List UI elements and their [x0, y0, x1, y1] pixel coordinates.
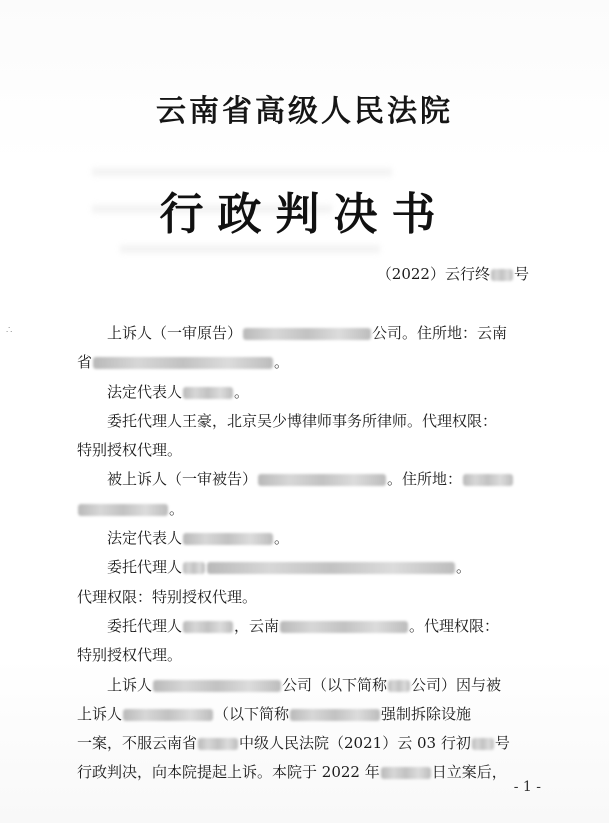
text-span: 号 — [494, 734, 510, 753]
text-span: 。 — [456, 558, 472, 577]
text-span: 一案，不服云南省 — [77, 734, 198, 753]
text-line — [77, 348, 529, 377]
redaction — [93, 357, 273, 369]
appellee-label: 被上诉人（一审被告） — [107, 470, 258, 489]
redaction — [198, 738, 238, 750]
text-span: 特别授权代理。 — [77, 441, 183, 460]
text-span: 日立案后， — [431, 763, 507, 782]
redaction — [243, 328, 371, 340]
redaction — [472, 738, 494, 750]
legal-rep-label: 法定代表人 — [107, 529, 183, 548]
redaction — [123, 709, 213, 721]
text-line — [77, 729, 529, 758]
case-number-prefix: （2022）云行终 — [376, 265, 490, 283]
text-span: 。 — [274, 529, 290, 548]
text-span: 。住所地： — [387, 470, 463, 489]
text-line — [77, 700, 529, 729]
text-span: 特别授权代理。 — [77, 646, 183, 665]
scan-mark: ∴ — [6, 325, 13, 336]
legal-rep-label: 法定代表人 — [107, 382, 183, 401]
redaction — [207, 562, 455, 574]
text-span: 强制拆除设施 — [381, 704, 472, 723]
text-span: 公司。住所地：云南 — [372, 324, 508, 342]
redaction — [183, 621, 233, 633]
text-line — [77, 583, 529, 612]
redaction — [183, 533, 273, 545]
redaction — [153, 680, 281, 692]
text-line — [77, 612, 529, 641]
text-line — [77, 319, 529, 348]
redaction — [381, 767, 431, 779]
appellant-label: 上诉人（一审原告） — [107, 324, 243, 342]
case-number — [377, 263, 529, 284]
agent-label: 委托代理人 — [107, 616, 183, 635]
redaction — [183, 387, 233, 399]
document-title: 行政判决书 — [159, 189, 450, 240]
redaction — [280, 621, 408, 633]
text-line — [77, 641, 529, 670]
page-number: - 1 - — [513, 779, 541, 795]
court-name: 云南省高级人民法院 — [156, 94, 453, 129]
bleed-through — [120, 245, 380, 253]
redaction — [78, 504, 168, 516]
bleed-through — [92, 168, 392, 176]
redaction — [183, 562, 205, 574]
redaction — [388, 680, 410, 692]
document-body — [77, 319, 529, 788]
text-span: 。 — [274, 353, 290, 372]
text-span: 上诉人 — [107, 675, 153, 694]
text-line — [77, 553, 529, 582]
text-span: ，云南 — [234, 616, 280, 635]
text-span: 行政判决，向本院提起上诉。本院于 2022 年 — [77, 763, 380, 782]
text-span: 代理权限：特别授权代理。 — [77, 587, 258, 606]
text-line — [77, 524, 529, 553]
text-span: 。 — [234, 382, 250, 401]
text-line — [77, 495, 529, 524]
text-span: 公司）因与被 — [411, 675, 502, 694]
text-line — [77, 436, 529, 465]
text-span: 。代理权限： — [409, 616, 500, 635]
text-span: 公司（以下简称 — [282, 675, 388, 694]
text-span: 中级人民法院（2021）云 03 行初 — [239, 734, 471, 753]
case-number-suffix: 号 — [513, 265, 529, 283]
redaction — [463, 474, 513, 486]
text-span: 省 — [77, 353, 93, 372]
redaction — [290, 709, 380, 721]
agent-label: 委托代理人 — [107, 558, 183, 577]
redaction — [491, 269, 513, 281]
text-span: 上诉人 — [77, 704, 123, 723]
text-line — [77, 378, 529, 407]
text-span: （以下简称 — [214, 704, 290, 723]
text-span: 委托代理人王豪，北京吴少博律师事务所律师。代理权限： — [107, 411, 498, 430]
text-span: 。 — [169, 499, 185, 518]
text-line — [77, 671, 529, 700]
text-line — [77, 465, 529, 494]
text-line — [77, 758, 529, 787]
redaction — [258, 474, 386, 486]
text-line — [77, 407, 529, 436]
